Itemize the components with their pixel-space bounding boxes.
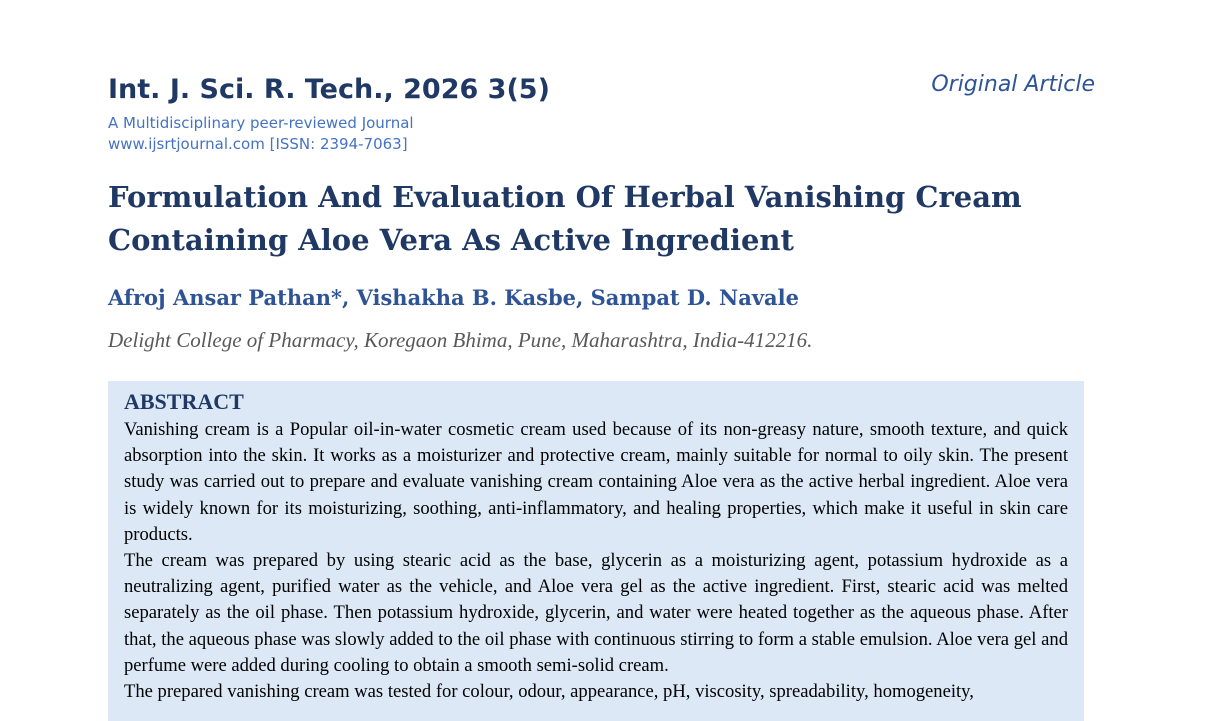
journal-website: www.ijsrtjournal.com [ISSN: 2394-7063] (108, 135, 408, 153)
abstract-paragraph: The cream was prepared by using stearic acid as the base, glycerin as a moisturizing agent, potassium hydroxide as a neutralizing agent, purified water as the vehicle, and Aloe vera gel as the active ingredient. First, stearic acid was melted separately as the oil phase. Then potassium hydroxide, glycerin, and water were heated together as the aqueous phase. After that, the aqueous phase was slowly added to the oil phase with continuous stirring to form a stable emulsion. Aloe vera gel and perfume were added during cooling to obtain a smooth semi-solid cream. (124, 550, 1068, 676)
abstract-section (108, 381, 1084, 721)
journal-info (108, 113, 414, 155)
abstract-body (124, 417, 1068, 705)
abstract-paragraph: Vanishing cream is a Popular oil-in-water cosmetic cream used because of its non-greasy nature, smooth texture, and quick absorption into the skin. It works as a moisturizer and protective cream, mainly suitable for normal to oily skin. The present study was carried out to prepare and evaluate vanishing cream containing Aloe vera as the active herbal ingredient. Aloe vera is widely known for its moisturizing, soothing, anti-inflammatory, and healing properties, which make it useful in skin care products. (124, 419, 1068, 545)
journal-title: Int. J. Sci. R. Tech., 2026 3(5) (108, 74, 550, 105)
abstract-heading: ABSTRACT (124, 389, 244, 414)
journal-subtitle: A Multidisciplinary peer-reviewed Journal (108, 114, 414, 132)
author-affiliation: Delight College of Pharmacy, Koregaon Bhima, Pune, Maharashtra, India-412216. (108, 328, 813, 352)
abstract-paragraph: The prepared vanishing cream was tested for colour, odour, appearance, pH, viscosity, spreadability, homogeneity, (124, 681, 974, 703)
author-list: Afroj Ansar Pathan*, Vishakha B. Kasbe, Sampat D. Navale (108, 285, 799, 310)
article-type-label: Original Article (931, 72, 1095, 97)
paper-title: Formulation And Evaluation Of Herbal Vanishing Cream Containing Aloe Vera As Active Ingredient (108, 180, 1022, 257)
